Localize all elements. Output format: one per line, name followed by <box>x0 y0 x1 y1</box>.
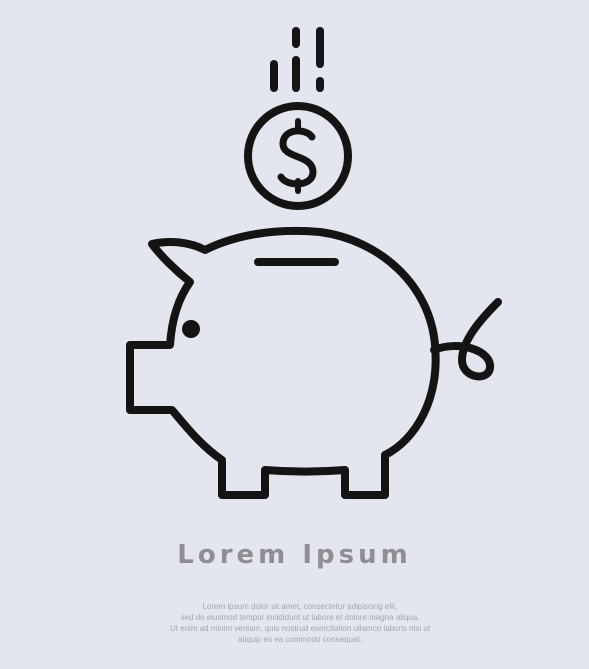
paragraph-line: sed do eiusmod tempor incididunt ut labore et dolore magna aliqua. <box>180 613 420 622</box>
paragraph-line: Lorem ipsum dolor sit amet, consectetur adipiscing elit, <box>202 602 398 611</box>
eye-icon <box>182 320 200 338</box>
falling-marks-icon <box>274 31 320 88</box>
paragraph-line: Ut enim ad minim veniam, quis nostrud exercitation ullamco laboris nisi ut <box>169 624 431 633</box>
body-paragraph <box>130 601 470 645</box>
paragraph-line: aliquip ex ea commodo consequat. <box>238 635 362 644</box>
page-title: Lorem Ipsum <box>177 540 412 570</box>
dollar-coin-icon <box>248 106 348 206</box>
piggy-bank-icon <box>130 231 498 495</box>
